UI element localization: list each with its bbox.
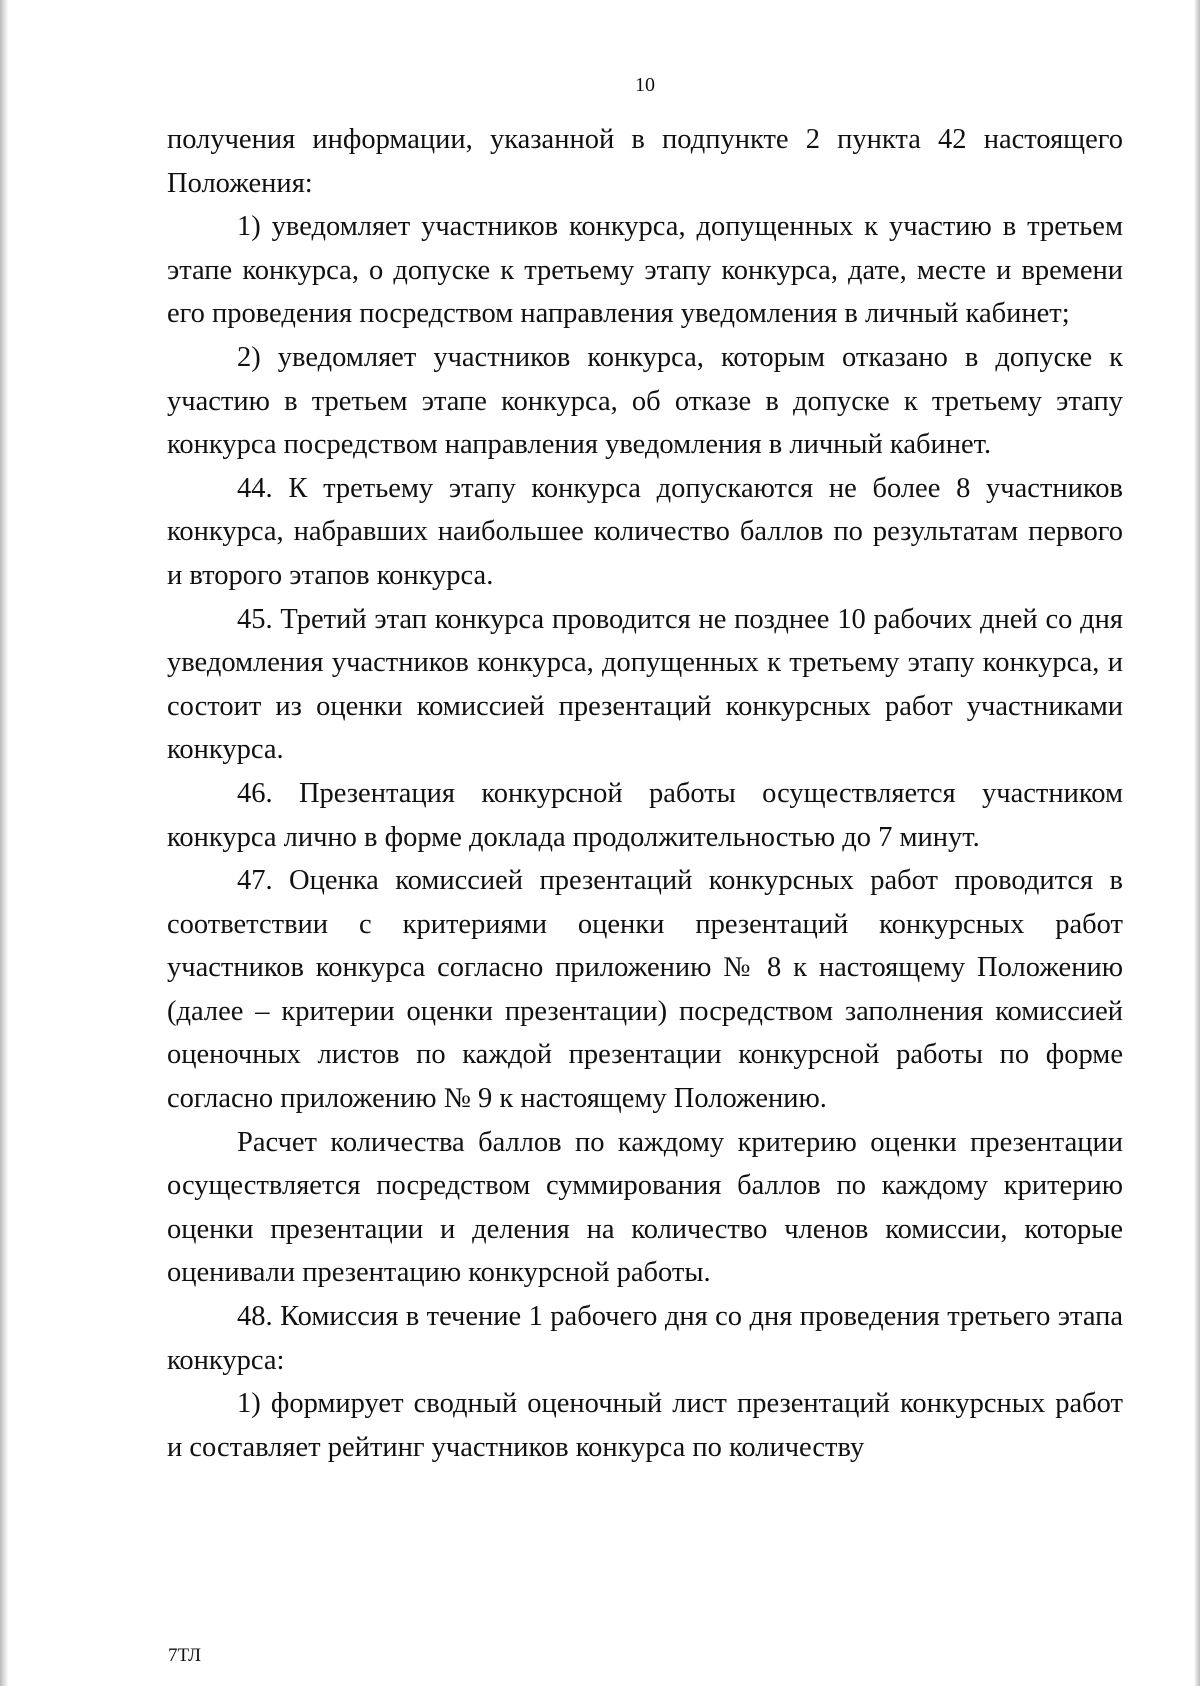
document-body [167, 118, 1123, 1469]
paragraph-47: 47. Оценка комиссией презентаций конкурсных работ проводится в соответствии с критериями оценки презентаций конкурсных работ участников конкурса согласно приложению № 8 к настоящему Положению (далее – критерии оценки презентации) посредством заполнения комиссией оценочных листов по каждой презентации конкурсной работы по форме согласно приложению № 9 к настоящему Положению. [167, 865, 1123, 1115]
scan-edge-left [0, 0, 8, 1686]
footer-document-code: 7ТЛ [168, 1645, 202, 1666]
paragraph-45: 45. Третий этап конкурса проводится не позднее 10 рабочих дней со дня уведомления участников конкурса, допущенных к третьему этапу конкурса, и состоит из оценки комиссией презентаций конкурсных работ участниками конкурса. [167, 603, 1123, 766]
paragraph-continuation: получения информации, указанной в подпункте 2 пункта 42 настоящего Положения: [167, 124, 1123, 199]
paragraph-item-1-notify-admitted: 1) уведомляет участников конкурса, допущенных к участию в третьем этапе конкурса, о допуске к третьему этапу конкурса, дате, месте и времени его проведения посредством направления уведомления в личный кабинет; [167, 211, 1123, 330]
paragraph-46: 46. Презентация конкурсной работы осуществляется участником конкурса лично в форме доклада продолжительностью до 7 минут. [167, 777, 1123, 853]
scan-edge-right [1194, 0, 1200, 1686]
paragraph-score-calculation: Расчет количества баллов по каждому критерию оценки презентации осуществляется посредством суммирования баллов по каждому критерию оценки презентации и деления на количество членов комиссии, которые оценивали презентацию конкурсной работы. [167, 1126, 1123, 1289]
page-number: 10 [635, 74, 655, 96]
paragraph-48-item-1: 1) формирует сводный оценочный лист презентаций конкурсных работ и составляет рейтинг участников конкурса по количеству [167, 1388, 1123, 1463]
paragraph-48: 48. Комиссия в течение 1 рабочего дня со дня проведения третьего этапа конкурса: [167, 1301, 1123, 1376]
paragraph-44: 44. К третьему этапу конкурса допускаются не более 8 участников конкурса, набравших наибольшее количество баллов по результатам первого и второго этапов конкурса. [167, 472, 1123, 591]
paragraph-item-2-notify-refused: 2) уведомляет участников конкурса, которым отказано в допуске к участию в третьем этапе конкурса, об отказе в допуске к третьему этапу конкурса посредством направления уведомления в личный кабинет. [167, 341, 1123, 461]
